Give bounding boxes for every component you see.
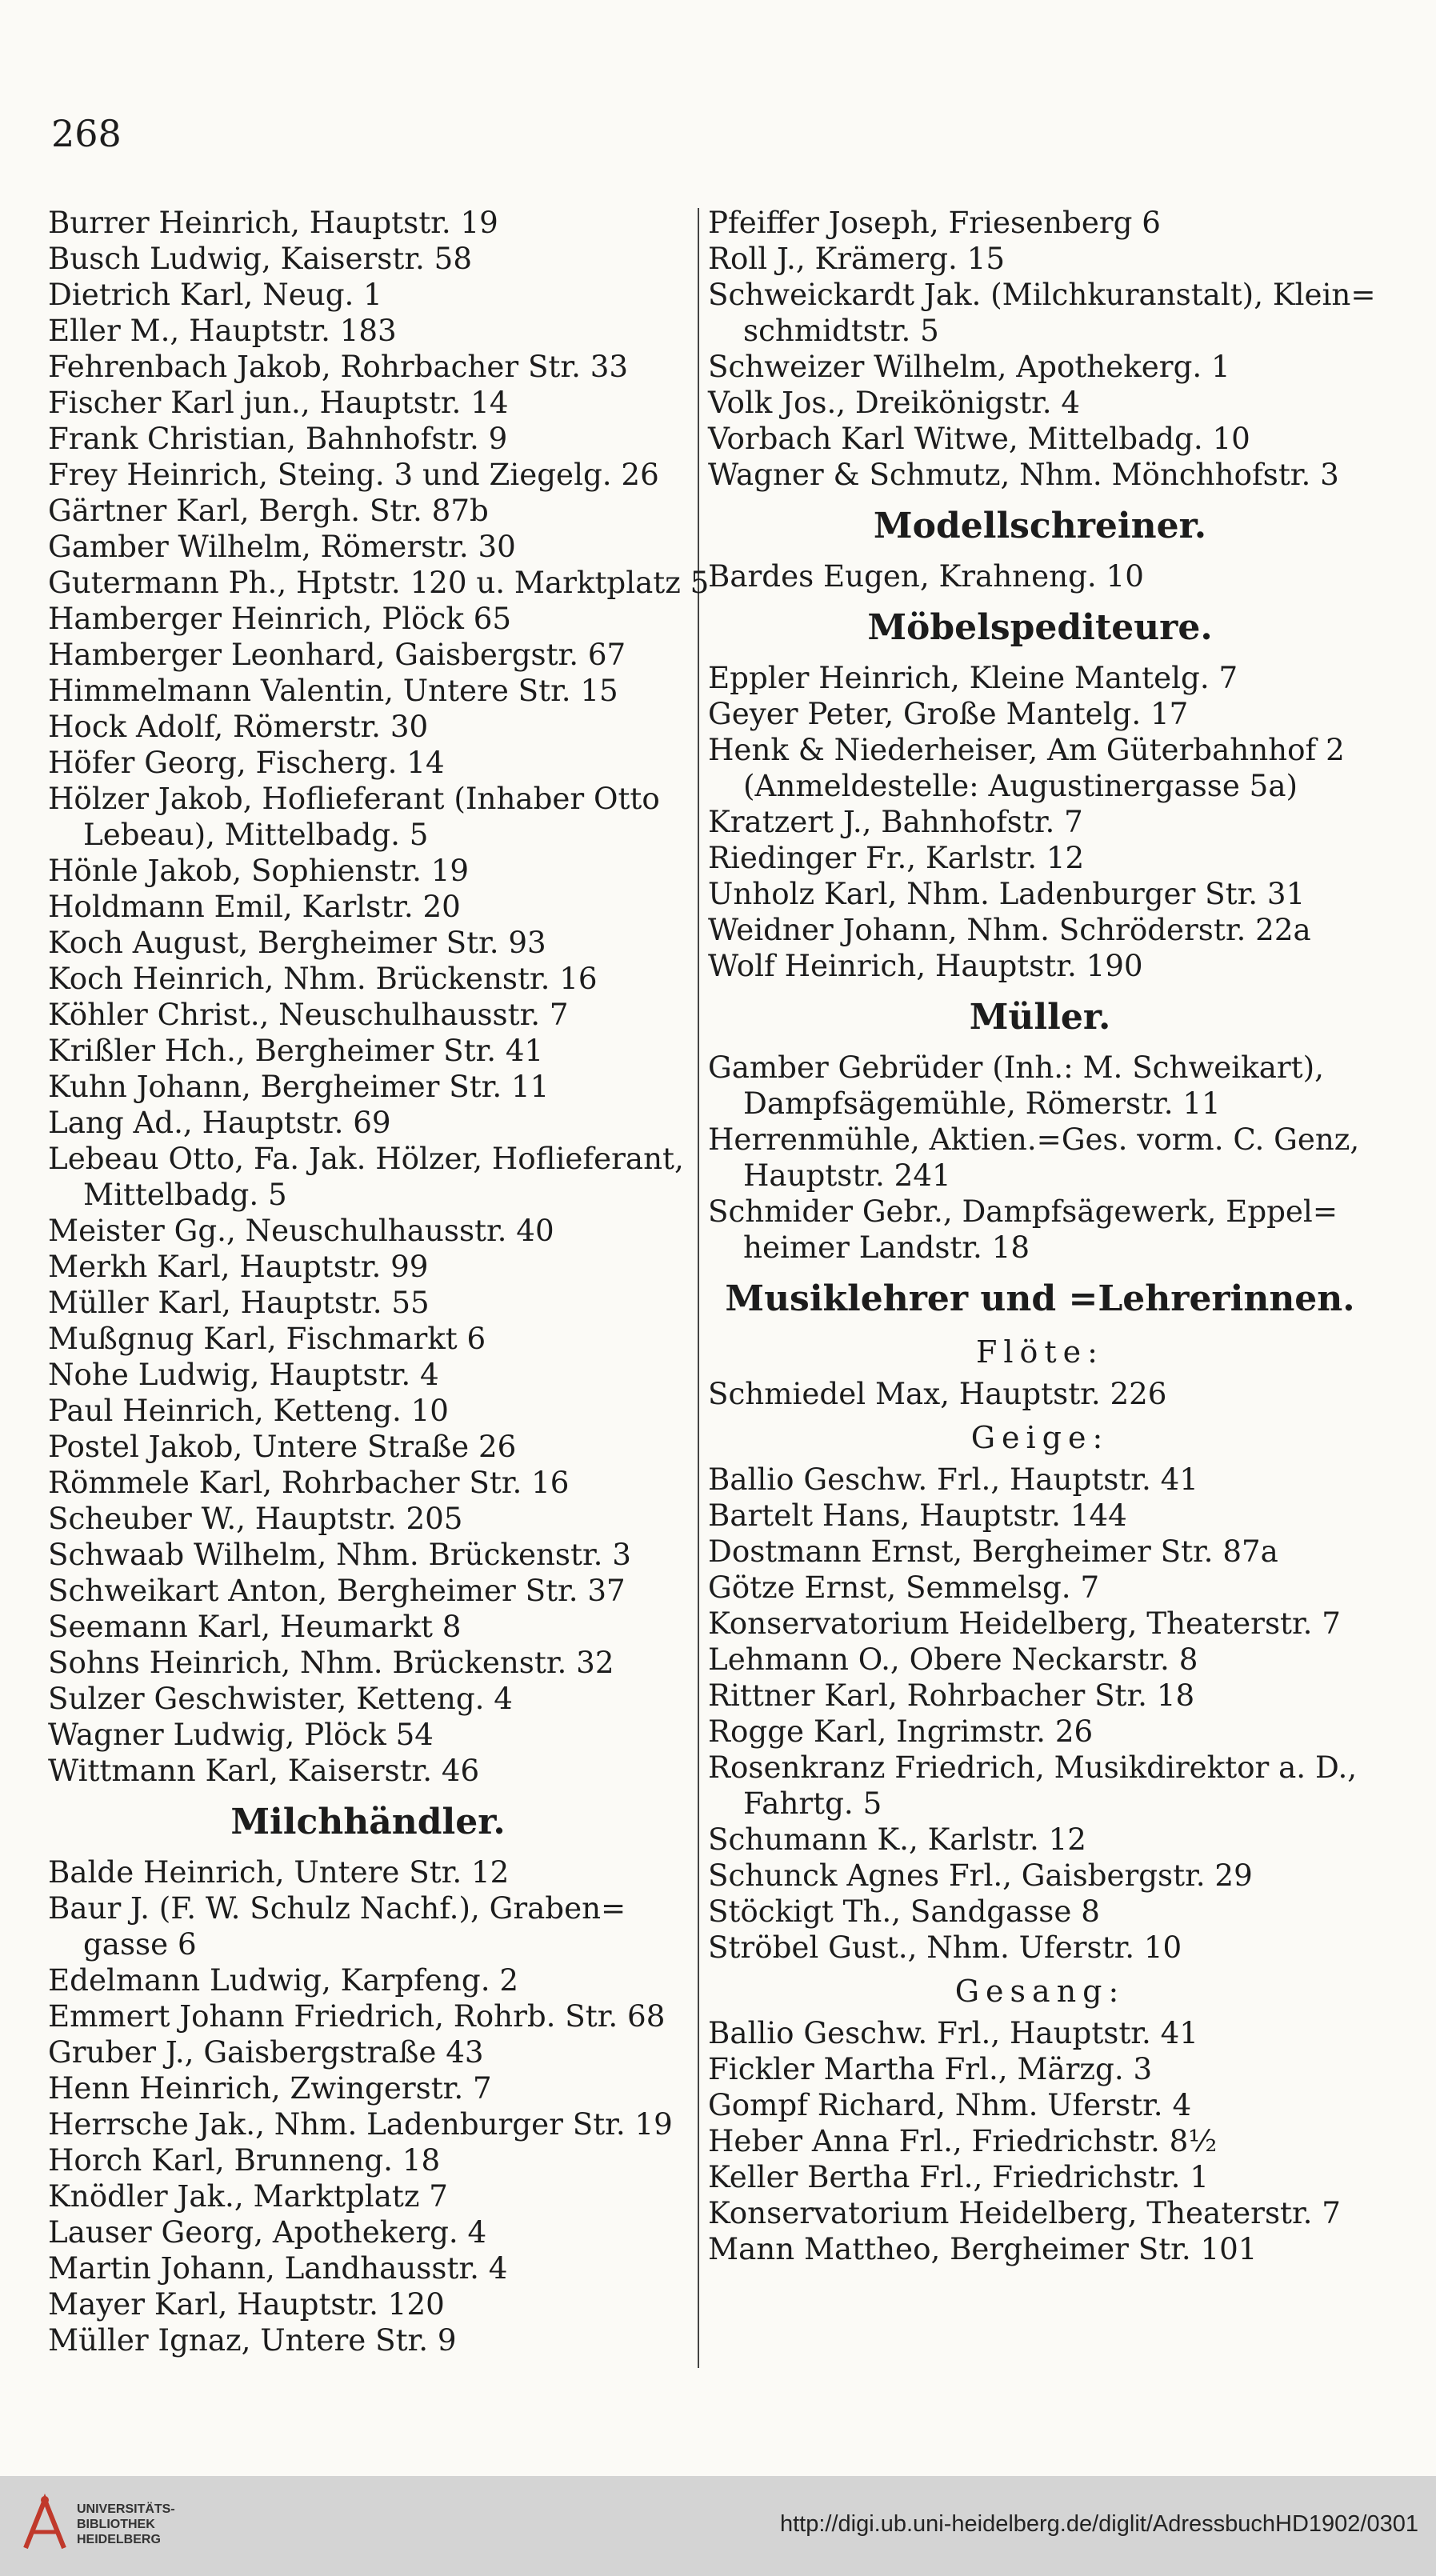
entry-text: Schmider Gebr., Dampfsägewerk, Eppel= bbox=[708, 1194, 1338, 1229]
entries-mueller bbox=[708, 1050, 1372, 1266]
list-item bbox=[708, 2195, 1372, 2231]
list-item bbox=[708, 912, 1372, 948]
entry-text: Dietrich Karl, Neug. 1 bbox=[48, 277, 382, 312]
entry-text: Keller Bertha Frl., Friedrichstr. 1 bbox=[708, 2159, 1209, 2194]
entry-text: Riedinger Fr., Karlstr. 12 bbox=[708, 840, 1085, 875]
list-item bbox=[48, 385, 688, 421]
heading-musiklehrer: Musiklehrer und =Lehrerinnen. bbox=[725, 1278, 1355, 1319]
list-item bbox=[708, 1570, 1372, 1606]
list-item bbox=[48, 421, 688, 457]
list-item bbox=[48, 1609, 688, 1645]
list-item bbox=[48, 349, 688, 385]
list-item bbox=[48, 565, 710, 601]
list-item bbox=[48, 817, 688, 853]
entry-text: Hock Adolf, Römerstr. 30 bbox=[48, 709, 429, 744]
list-item bbox=[48, 1537, 688, 1573]
entry-text: Hamberger Leonhard, Gaisbergstr. 67 bbox=[48, 637, 626, 672]
list-item bbox=[48, 961, 688, 997]
entry-text: Gutermann Ph., Hptstr. 120 u. Marktplatz 5 bbox=[48, 565, 710, 600]
list-item bbox=[48, 1998, 688, 2034]
entry-text: Gamber Gebrüder (Inh.: M. Schweikart), bbox=[708, 1050, 1324, 1085]
entry-text: Volk Jos., Dreikönigstr. 4 bbox=[708, 385, 1081, 420]
entry-text: Schumann K., Karlstr. 12 bbox=[708, 1822, 1086, 1857]
library-name-line3: HEIDELBERG bbox=[77, 2533, 161, 2546]
entry-text: gasse 6 bbox=[83, 1926, 197, 1962]
list-item bbox=[708, 948, 1372, 984]
entry-text: Ströbel Gust., Nhm. Uferstr. 10 bbox=[708, 1930, 1182, 1965]
entry-text: Gamber Wilhelm, Römerstr. 30 bbox=[48, 529, 516, 564]
entry-text: Burrer Heinrich, Hauptstr. 19 bbox=[48, 205, 498, 240]
library-name-line1: UNIVERSITÄTS- bbox=[77, 2502, 175, 2516]
list-item bbox=[48, 1717, 688, 1753]
list-item bbox=[708, 1714, 1372, 1750]
list-item bbox=[48, 241, 688, 277]
entry-text: Sulzer Geschwister, Ketteng. 4 bbox=[48, 1681, 513, 1716]
entry-text: Henn Heinrich, Zwingerstr. 7 bbox=[48, 2070, 492, 2106]
list-item bbox=[708, 558, 1372, 594]
list-item bbox=[48, 1285, 688, 1321]
list-item bbox=[48, 925, 688, 961]
list-item bbox=[48, 1177, 688, 1213]
entry-text: Wolf Heinrich, Hauptstr. 190 bbox=[708, 948, 1143, 983]
list-item bbox=[708, 1376, 1372, 1412]
list-item bbox=[48, 997, 688, 1033]
entry-text: Schweickardt Jak. (Milchkuranstalt), Klein= bbox=[708, 277, 1376, 312]
list-item bbox=[708, 804, 1372, 840]
list-item bbox=[708, 1498, 1372, 1534]
entry-text: Fahrtg. 5 bbox=[743, 1786, 882, 1821]
entry-text: Konservatorium Heidelberg, Theaterstr. 7 bbox=[708, 2195, 1341, 2230]
entry-text: Mayer Karl, Hauptstr. 120 bbox=[48, 2286, 445, 2322]
entry-text: Herrenmühle, Aktien.=Ges. vorm. C. Genz, bbox=[708, 1122, 1360, 1157]
entry-text: Müller Ignaz, Untere Str. 9 bbox=[48, 2322, 457, 2358]
list-item bbox=[708, 1534, 1372, 1570]
entry-text: Gompf Richard, Nhm. Uferstr. 4 bbox=[708, 2087, 1192, 2122]
list-item bbox=[708, 1786, 1372, 1822]
list-item bbox=[708, 1086, 1372, 1122]
list-item bbox=[48, 2286, 688, 2322]
list-item bbox=[48, 2322, 688, 2358]
list-item bbox=[48, 205, 688, 241]
list-item bbox=[708, 1750, 1372, 1786]
list-item bbox=[48, 1357, 688, 1393]
list-item bbox=[48, 637, 688, 673]
list-item bbox=[48, 2250, 688, 2286]
entry-text: Krißler Hch., Bergheimer Str. 41 bbox=[48, 1033, 544, 1068]
entries-floete bbox=[708, 1376, 1372, 1412]
entry-text: Kuhn Johann, Bergheimer Str. 11 bbox=[48, 1069, 550, 1104]
list-item bbox=[708, 1194, 1372, 1230]
list-item bbox=[708, 1050, 1372, 1086]
list-item bbox=[708, 385, 1372, 421]
list-item bbox=[48, 277, 688, 313]
footer-bar bbox=[0, 2476, 1436, 2576]
entry-text: Martin Johann, Landhausstr. 4 bbox=[48, 2250, 508, 2286]
entry-text: Postel Jakob, Untere Straße 26 bbox=[48, 1429, 517, 1464]
list-item bbox=[708, 840, 1372, 876]
list-item bbox=[48, 673, 688, 709]
entry-text: Lehmann O., Obere Neckarstr. 8 bbox=[708, 1642, 1198, 1677]
list-item bbox=[708, 205, 1372, 241]
entries-geige bbox=[708, 1462, 1372, 1966]
list-item bbox=[708, 2123, 1372, 2159]
entry-text: Baur J. (F. W. Schulz Nachf.), Graben= bbox=[48, 1890, 626, 1926]
list-item bbox=[708, 2087, 1372, 2123]
entry-text: Merkh Karl, Hauptstr. 99 bbox=[48, 1249, 429, 1284]
entry-text: Weidner Johann, Nhm. Schröderstr. 22a bbox=[708, 912, 1311, 947]
entry-text: Roll J., Krämerg. 15 bbox=[708, 241, 1006, 276]
entry-text: Herrsche Jak., Nhm. Ladenburger Str. 19 bbox=[48, 2106, 673, 2142]
entry-text: schmidtstr. 5 bbox=[743, 313, 939, 348]
entry-text: Mann Mattheo, Bergheimer Str. 101 bbox=[708, 2231, 1258, 2266]
entry-text: Bartelt Hans, Hauptstr. 144 bbox=[708, 1498, 1127, 1533]
list-item bbox=[48, 1141, 688, 1177]
entry-text: Bardes Eugen, Krahneng. 10 bbox=[708, 558, 1144, 594]
entries-gesang bbox=[708, 2015, 1372, 2267]
list-item bbox=[48, 1105, 688, 1141]
list-item bbox=[48, 1890, 688, 1926]
list-item bbox=[48, 493, 688, 529]
entry-text: Horch Karl, Brunneng. 18 bbox=[48, 2142, 441, 2178]
entries-modellschreiner bbox=[708, 558, 1372, 594]
entry-text: Schunck Agnes Frl., Gaisbergstr. 29 bbox=[708, 1858, 1253, 1893]
entry-text: Schwaab Wilhelm, Nhm. Brückenstr. 3 bbox=[48, 1537, 631, 1572]
entry-text: Eller M., Hauptstr. 183 bbox=[48, 313, 397, 348]
list-item bbox=[48, 2178, 688, 2214]
list-item bbox=[708, 313, 1372, 349]
entry-text: Lebeau), Mittelbadg. 5 bbox=[83, 817, 429, 852]
list-item bbox=[48, 1429, 688, 1465]
list-item bbox=[708, 696, 1372, 732]
list-item bbox=[48, 2034, 688, 2070]
heading-milchhaendler: Milchhändler. bbox=[230, 1802, 506, 1842]
entry-text: Balde Heinrich, Untere Str. 12 bbox=[48, 1854, 510, 1890]
entry-text: Holdmann Emil, Karlstr. 20 bbox=[48, 889, 461, 924]
list-item bbox=[48, 745, 688, 781]
list-item bbox=[708, 1930, 1372, 1966]
entry-text: Himmelmann Valentin, Untere Str. 15 bbox=[48, 673, 618, 708]
entry-text: Schweikart Anton, Bergheimer Str. 37 bbox=[48, 1573, 626, 1608]
entry-text: Wagner & Schmutz, Nhm. Mönchhofstr. 3 bbox=[708, 457, 1339, 492]
list-item bbox=[48, 1926, 688, 1962]
entry-text: Nohe Ludwig, Hauptstr. 4 bbox=[48, 1357, 439, 1392]
entry-text: Rittner Karl, Rohrbacher Str. 18 bbox=[708, 1678, 1195, 1713]
list-item bbox=[48, 1501, 688, 1537]
list-item bbox=[48, 1753, 688, 1789]
list-item bbox=[708, 2015, 1372, 2051]
entry-text: Mußgnug Karl, Fischmarkt 6 bbox=[48, 1321, 486, 1356]
entry-text: Koch August, Bergheimer Str. 93 bbox=[48, 925, 546, 960]
subheading-gesang: Gesang: bbox=[954, 1974, 1126, 2009]
left-entries-a bbox=[48, 205, 710, 1789]
entry-text: Meister Gg., Neuschulhausstr. 40 bbox=[48, 1213, 554, 1248]
entry-text: Dostmann Ernst, Bergheimer Str. 87a bbox=[708, 1534, 1278, 1569]
entry-text: Paul Heinrich, Ketteng. 10 bbox=[48, 1393, 449, 1428]
list-item bbox=[708, 732, 1372, 768]
left-entries-b bbox=[48, 1854, 688, 2358]
list-item bbox=[48, 1213, 688, 1249]
list-item bbox=[708, 1462, 1372, 1498]
entry-text: Schmiedel Max, Hauptstr. 226 bbox=[708, 1376, 1167, 1411]
list-item bbox=[48, 1069, 688, 1105]
entry-text: Frey Heinrich, Steing. 3 und Ziegelg. 26 bbox=[48, 457, 659, 492]
entry-text: Dampfsägemühle, Römerstr. 11 bbox=[743, 1086, 1221, 1121]
entry-text: Fehrenbach Jakob, Rohrbacher Str. 33 bbox=[48, 349, 629, 384]
list-item bbox=[708, 1606, 1372, 1642]
entry-text: Hamberger Heinrich, Plöck 65 bbox=[48, 601, 512, 636]
list-item bbox=[48, 2070, 688, 2106]
entry-text: Heber Anna Frl., Friedrichstr. 8½ bbox=[708, 2123, 1218, 2158]
list-item bbox=[708, 277, 1376, 313]
entry-text: Lauser Georg, Apothekerg. 4 bbox=[48, 2214, 487, 2250]
list-item bbox=[708, 241, 1372, 277]
entry-text: Pfeiffer Joseph, Friesenberg 6 bbox=[708, 205, 1161, 240]
entry-text: Römmele Karl, Rohrbacher Str. 16 bbox=[48, 1465, 570, 1500]
entry-text: Frank Christian, Bahnhofstr. 9 bbox=[48, 421, 508, 456]
list-item bbox=[48, 1033, 688, 1069]
entry-text: Köhler Christ., Neuschulhausstr. 7 bbox=[48, 997, 569, 1032]
entry-text: Koch Heinrich, Nhm. Brückenstr. 16 bbox=[48, 961, 598, 996]
entry-text: Höfer Georg, Fischerg. 14 bbox=[48, 745, 445, 780]
entry-text: Lebeau Otto, Fa. Jak. Hölzer, Hoflieferant, bbox=[48, 1141, 684, 1176]
list-item bbox=[48, 2214, 688, 2250]
entry-text: Hauptstr. 241 bbox=[743, 1158, 951, 1193]
list-item bbox=[48, 781, 688, 817]
list-item bbox=[48, 2142, 688, 2178]
entry-text: Stöckigt Th., Sandgasse 8 bbox=[708, 1894, 1100, 1929]
entry-text: Mittelbadg. 5 bbox=[83, 1177, 287, 1212]
list-item bbox=[708, 1158, 1372, 1194]
entry-text: Ballio Geschw. Frl., Hauptstr. 41 bbox=[708, 1462, 1198, 1497]
source-url-link[interactable]: http://digi.ub.uni-heidelberg.de/diglit/AdressbuchHD1902/0301 bbox=[779, 2511, 1418, 2537]
entry-text: Gruber J., Gaisbergstraße 43 bbox=[48, 2034, 484, 2070]
page-number: 268 bbox=[51, 112, 122, 155]
entry-text: Henk & Niederheiser, Am Güterbahnhof 2 bbox=[708, 732, 1345, 767]
university-logo-icon bbox=[19, 2492, 70, 2559]
list-item bbox=[708, 457, 1372, 493]
list-item bbox=[708, 349, 1372, 385]
entry-text: Wittmann Karl, Kaiserstr. 46 bbox=[48, 1753, 480, 1788]
list-item bbox=[48, 709, 688, 745]
list-item bbox=[48, 1465, 688, 1501]
subheading-geige: Geige: bbox=[970, 1420, 1110, 1455]
list-item bbox=[708, 1122, 1372, 1158]
list-item bbox=[48, 1573, 688, 1609]
entry-text: Edelmann Ludwig, Karpfeng. 2 bbox=[48, 1962, 518, 1998]
column-divider bbox=[698, 208, 699, 2368]
entry-text: Kratzert J., Bahnhofstr. 7 bbox=[708, 804, 1083, 839]
heading-moebelspediteure: Möbelspediteure. bbox=[867, 607, 1213, 648]
list-item bbox=[708, 660, 1372, 696]
entry-text: Rogge Karl, Ingrimstr. 26 bbox=[708, 1714, 1094, 1749]
list-item bbox=[48, 853, 688, 889]
right-entries-a bbox=[708, 205, 1376, 493]
entry-text: Götze Ernst, Semmelsg. 7 bbox=[708, 1570, 1100, 1605]
entry-text: Gärtner Karl, Bergh. Str. 87b bbox=[48, 493, 489, 528]
entry-text: Fickler Martha Frl., Märzg. 3 bbox=[708, 2051, 1153, 2086]
library-name-line2: BIBLIOTHEK bbox=[77, 2518, 155, 2531]
entry-text: Seemann Karl, Heumarkt 8 bbox=[48, 1609, 462, 1644]
list-item bbox=[708, 2231, 1372, 2267]
entry-text: (Anmeldestelle: Augustinergasse 5a) bbox=[743, 768, 1298, 803]
list-item bbox=[708, 1858, 1372, 1894]
list-item bbox=[708, 1642, 1372, 1678]
list-item bbox=[48, 1393, 688, 1429]
list-item bbox=[708, 1230, 1372, 1266]
list-item bbox=[708, 1894, 1372, 1930]
list-item bbox=[708, 1822, 1372, 1858]
entry-text: Lang Ad., Hauptstr. 69 bbox=[48, 1105, 391, 1140]
list-item bbox=[48, 2106, 688, 2142]
entry-text: Eppler Heinrich, Kleine Mantelg. 7 bbox=[708, 660, 1238, 695]
list-item bbox=[48, 1854, 688, 1890]
list-item bbox=[48, 457, 688, 493]
entry-text: Müller Karl, Hauptstr. 55 bbox=[48, 1285, 430, 1320]
entries-moebelspediteure bbox=[708, 660, 1372, 984]
entry-text: Rosenkranz Friedrich, Musikdirektor a. D., bbox=[708, 1750, 1358, 1785]
list-item bbox=[708, 876, 1372, 912]
list-item bbox=[48, 889, 688, 925]
entry-text: Sohns Heinrich, Nhm. Brückenstr. 32 bbox=[48, 1645, 614, 1680]
subheading-floete: Flöte: bbox=[976, 1334, 1104, 1370]
entry-text: Ballio Geschw. Frl., Hauptstr. 41 bbox=[708, 2015, 1198, 2050]
list-item bbox=[48, 1962, 688, 1998]
list-item bbox=[708, 1678, 1372, 1714]
list-item bbox=[48, 1681, 688, 1717]
list-item bbox=[48, 313, 688, 349]
entry-text: Fischer Karl jun., Hauptstr. 14 bbox=[48, 385, 509, 420]
left-column bbox=[48, 205, 710, 2358]
list-item bbox=[48, 1249, 688, 1285]
entry-text: Wagner Ludwig, Plöck 54 bbox=[48, 1717, 434, 1752]
list-item bbox=[48, 601, 688, 637]
entry-text: heimer Landstr. 18 bbox=[743, 1230, 1030, 1265]
entry-text: Knödler Jak., Marktplatz 7 bbox=[48, 2178, 448, 2214]
entry-text: Vorbach Karl Witwe, Mittelbadg. 10 bbox=[708, 421, 1250, 456]
heading-mueller: Müller. bbox=[969, 997, 1111, 1038]
entry-text: Hönle Jakob, Sophienstr. 19 bbox=[48, 853, 470, 888]
entry-text: Schweizer Wilhelm, Apothekerg. 1 bbox=[708, 349, 1230, 384]
entry-text: Hölzer Jakob, Hoflieferant (Inhaber Otto bbox=[48, 781, 660, 816]
entry-text: Busch Ludwig, Kaiserstr. 58 bbox=[48, 241, 472, 276]
list-item bbox=[708, 2159, 1372, 2195]
entry-text: Geyer Peter, Große Mantelg. 17 bbox=[708, 696, 1189, 731]
entry-text: Konservatorium Heidelberg, Theaterstr. 7 bbox=[708, 1606, 1341, 1641]
list-item bbox=[708, 2051, 1372, 2087]
right-column bbox=[708, 205, 1376, 2267]
entry-text: Scheuber W., Hauptstr. 205 bbox=[48, 1501, 463, 1536]
entry-text: Emmert Johann Friedrich, Rohrb. Str. 68 bbox=[48, 1998, 666, 2034]
list-item bbox=[708, 421, 1372, 457]
entry-text: Unholz Karl, Nhm. Ladenburger Str. 31 bbox=[708, 876, 1306, 911]
list-item bbox=[48, 1645, 688, 1681]
list-item bbox=[48, 529, 688, 565]
list-item bbox=[708, 768, 1372, 804]
heading-modellschreiner: Modellschreiner. bbox=[873, 506, 1207, 546]
list-item bbox=[48, 1321, 688, 1357]
library-name bbox=[77, 2502, 175, 2547]
